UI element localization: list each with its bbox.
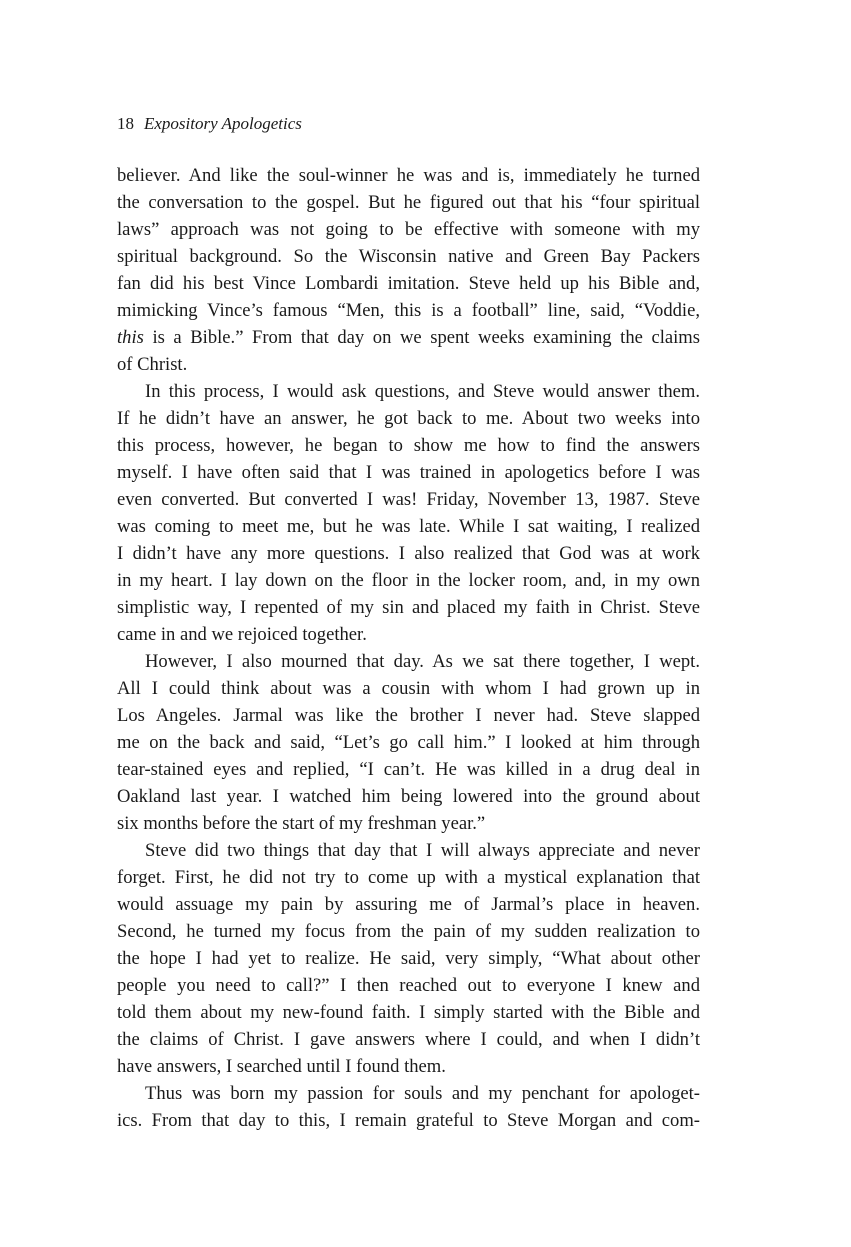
text-line: Second, he turned my focus from the pain of my sudden realization to bbox=[117, 921, 700, 942]
text-line: I didn’t have any more questions. I also realized that God was at work bbox=[117, 543, 700, 564]
paragraph-3 bbox=[117, 648, 700, 837]
text-line: of Christ. bbox=[117, 354, 188, 375]
paragraph-5 bbox=[117, 1080, 700, 1134]
text-line: However, I also mourned that day. As we sat there together, I wept. bbox=[145, 651, 700, 672]
italic-emphasis: this bbox=[117, 327, 144, 348]
text-line-rest: is a Bible.” From that day on we spent weeks examining the claims bbox=[143, 327, 700, 348]
book-title: Expository Apologetics bbox=[144, 114, 302, 133]
text-line: told them about my new-found faith. I simply started with the Bible and bbox=[117, 1002, 700, 1023]
text-line: would assuage my pain by assuring me of Jarmal’s place in heaven. bbox=[117, 894, 700, 915]
text-line: people you need to call?” I then reached out to everyone I knew and bbox=[117, 975, 700, 996]
text-line: Steve did two things that day that I will always appreciate and never bbox=[145, 840, 700, 861]
text-line: All I could think about was a cousin with whom I had grown up in bbox=[117, 678, 700, 699]
text-line: forget. First, he did not try to come up with a mystical explanation that bbox=[117, 867, 700, 888]
text-line: ics. From that day to this, I remain grateful to Steve Morgan and com- bbox=[117, 1110, 700, 1131]
text-line-with-italic bbox=[117, 324, 700, 351]
text-line: believer. And like the soul-winner he was and is, immediately he turned bbox=[117, 165, 700, 186]
page-number: 18 bbox=[117, 114, 134, 133]
text-line: In this process, I would ask questions, and Steve would answer them. bbox=[145, 381, 700, 402]
text-line: simplistic way, I repented of my sin and placed my faith in Christ. Steve bbox=[117, 597, 700, 618]
text-line: fan did his best Vince Lombardi imitation. Steve held up his Bible and, bbox=[117, 273, 700, 294]
paragraph-4 bbox=[117, 837, 700, 1080]
text-line: laws” approach was not going to be effective with someone with my bbox=[117, 219, 700, 240]
text-line: the claims of Christ. I gave answers where I could, and when I didn’t bbox=[117, 1029, 700, 1050]
text-line: this process, however, he began to show me how to find the answers bbox=[117, 435, 700, 456]
paragraph-1 bbox=[117, 162, 700, 378]
text-line: was coming to meet me, but he was late. While I sat waiting, I realized bbox=[117, 516, 700, 537]
text-line: Oakland last year. I watched him being lowered into the ground about bbox=[117, 786, 700, 807]
text-line: in my heart. I lay down on the floor in the locker room, and, in my own bbox=[117, 570, 700, 591]
text-line: Los Angeles. Jarmal was like the brother I never had. Steve slapped bbox=[117, 705, 700, 726]
text-line: came in and we rejoiced together. bbox=[117, 624, 367, 645]
text-line: the hope I had yet to realize. He said, very simply, “What about other bbox=[117, 948, 700, 969]
text-line: six months before the start of my freshman year.” bbox=[117, 813, 486, 834]
text-line: the conversation to the gospel. But he figured out that his “four spiritual bbox=[117, 192, 700, 213]
text-line: If he didn’t have an answer, he got back to me. About two weeks into bbox=[117, 408, 700, 429]
body-text bbox=[117, 162, 700, 1134]
text-line: even converted. But converted I was! Friday, November 13, 1987. Steve bbox=[117, 489, 700, 510]
text-line: spiritual background. So the Wisconsin native and Green Bay Packers bbox=[117, 246, 700, 267]
text-line: Thus was born my passion for souls and my penchant for apologet- bbox=[145, 1083, 700, 1104]
text-line: myself. I have often said that I was trained in apologetics before I was bbox=[117, 462, 700, 483]
text-line: tear-stained eyes and replied, “I can’t. He was killed in a drug deal in bbox=[117, 759, 700, 780]
text-line: me on the back and said, “Let’s go call him.” I looked at him through bbox=[117, 732, 700, 753]
running-head bbox=[117, 113, 302, 135]
text-line: mimicking Vince’s famous “Men, this is a football” line, said, “Voddie, bbox=[117, 300, 700, 321]
paragraph-2 bbox=[117, 378, 700, 648]
text-line: have answers, I searched until I found them. bbox=[117, 1056, 446, 1077]
